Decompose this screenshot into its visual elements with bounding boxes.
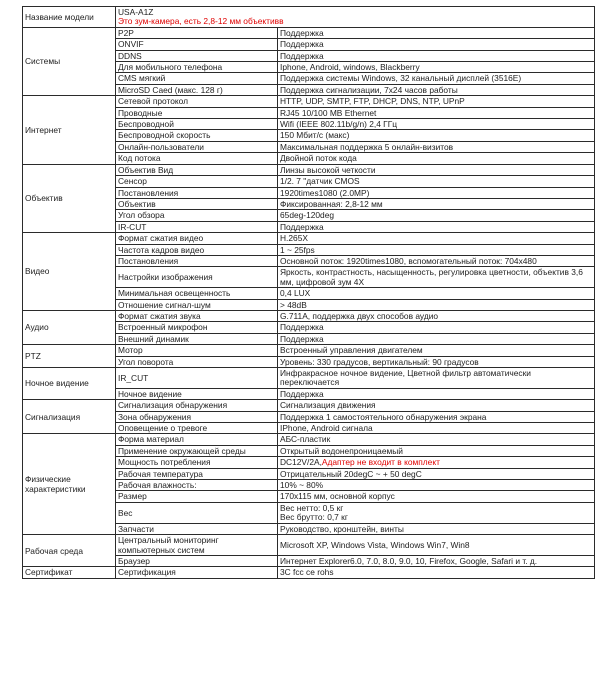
category-cell: Аудио (23, 310, 116, 344)
spec-row (23, 345, 595, 356)
param-value (278, 356, 595, 367)
param-label: IR_CUT (116, 368, 278, 389)
param-label: Применение окружающей среды (116, 445, 278, 456)
param-value-text: Поддержка 1 самостоятельного обнаружения экрана (280, 411, 487, 422)
param-value-text: 1920times1080 (2.0MP) (280, 187, 370, 198)
param-value-text: 1/2. 7 "датчик CMOS (280, 176, 360, 187)
param-value (278, 468, 595, 479)
param-label: Онлайн-пользователи (116, 141, 278, 152)
param-value (278, 96, 595, 107)
param-value (278, 299, 595, 310)
model-note: Это зум-камера, есть 2,8-12 мм объективв (118, 16, 284, 27)
spec-row (23, 96, 595, 107)
spec-row (23, 400, 595, 411)
spec-table (22, 6, 595, 579)
param-value (278, 310, 595, 321)
param-label: Формат сжатия звука (116, 310, 278, 321)
param-label: Ночное видение (116, 388, 278, 399)
category-cell: Физические характеристики (23, 434, 116, 535)
model-name: USA-A1Z (118, 7, 154, 17)
param-value-text: Поддержка (280, 27, 324, 38)
param-label: Настройки изображения (116, 267, 278, 288)
param-value (278, 333, 595, 344)
param-value-text: АБС-пластик (280, 434, 331, 445)
param-value-text: Iphone, Android, windows, Blackberry (280, 62, 420, 73)
param-label: Постановления (116, 255, 278, 266)
param-value (278, 411, 595, 422)
param-value (278, 457, 595, 468)
category-cell: Название модели (23, 7, 116, 28)
param-value-text: 150 Мбит/с (макс) (280, 130, 350, 141)
param-value-text: Поддержка системы Windows, 32 канальный дисплей (3516E) (280, 73, 522, 84)
param-value-text: Руководство, кронштейн, винты (280, 523, 404, 534)
param-label: Частота кадров видео (116, 244, 278, 255)
param-value-text: HTTP, UDP, SMTP, FTP, DHCP, DNS, NTP, UPnP (280, 96, 465, 107)
param-label: Угол обзора (116, 210, 278, 221)
param-value-text: 1 ~ 25fps (280, 244, 315, 255)
param-value-text: 3C fcc ce rohs (280, 567, 334, 578)
spec-row (23, 368, 595, 389)
param-value-text: Поддержка сигнализации, 7x24 часов работы (280, 84, 458, 95)
param-label: Сигнализация обнаружения (116, 400, 278, 411)
param-value-text: H.265X (280, 233, 308, 244)
param-value (278, 535, 595, 556)
category-cell: Сертификат (23, 567, 116, 578)
param-label: Минимальная освещенность (116, 288, 278, 299)
param-label: Код потока (116, 153, 278, 164)
param-label: Объектив Вид (116, 164, 278, 175)
param-label: Размер (116, 491, 278, 502)
param-label: ONVIF (116, 39, 278, 50)
param-label: Формат сжатия видео (116, 233, 278, 244)
param-label: Встроенный микрофон (116, 322, 278, 333)
spec-row (23, 7, 595, 28)
param-label: Постановления (116, 187, 278, 198)
param-value (278, 73, 595, 84)
param-value-text: Инфракрасное ночное видение, Цветной фильтр автоматически переключается (280, 368, 531, 388)
param-label: Рабочая влажность: (116, 480, 278, 491)
param-label: Угол поворота (116, 356, 278, 367)
param-label: Оповещение о тревоге (116, 423, 278, 434)
spec-row (23, 27, 595, 38)
param-value (278, 267, 595, 288)
param-label: Внешний динамик (116, 333, 278, 344)
param-value-text: Уровень: 330 градусов, вертикальный: 90 градусов (280, 356, 479, 367)
param-value (278, 141, 595, 152)
param-label: Беспроводной (116, 119, 278, 130)
param-value-text: 0,4 LUX (280, 288, 311, 299)
param-value-text: RJ45 10/100 MB Ethernet (280, 107, 377, 118)
param-value-text: Поддержка (280, 221, 324, 232)
param-value-text: 10% ~ 80% (280, 480, 324, 491)
param-value (278, 119, 595, 130)
param-value (278, 62, 595, 73)
spec-row (23, 233, 595, 244)
param-value (278, 50, 595, 61)
param-value (278, 27, 595, 38)
category-cell: Интернет (23, 96, 116, 164)
param-value (278, 233, 595, 244)
param-label: Отношение сигнал-шум (116, 299, 278, 310)
param-value (278, 107, 595, 118)
param-value-text: Открытый водонепроницаемый (280, 445, 403, 456)
param-value-text-2: Вес брутто: 0,7 кг (280, 512, 348, 523)
spec-row (23, 164, 595, 175)
param-value (278, 288, 595, 299)
param-value-text: Фиксированная: 2,8-12 мм (280, 198, 383, 209)
param-value-warning: Адаптер не входит в комплект (321, 457, 440, 468)
param-value-text: Яркость, контрастность, насыщенность, регулировка цветности, объектив 3,6 мм, цифровой зум 4X (280, 267, 583, 287)
param-label: IR-CUT (116, 221, 278, 232)
param-value-text: Отрицательный 20degC ~ + 50 degC (280, 468, 422, 479)
category-cell: Сигнализация (23, 400, 116, 434)
param-value (278, 567, 595, 578)
param-label: MicroSD Caed (макс. 128 г) (116, 84, 278, 95)
spec-row (23, 434, 595, 445)
param-value-text: Основной поток: 1920times1080, вспомогательный поток: 704x480 (280, 255, 537, 266)
param-label: Объектив (116, 198, 278, 209)
param-value (278, 368, 595, 389)
param-label: Браузер (116, 555, 278, 566)
param-value (278, 176, 595, 187)
param-value-text: Поддержка (280, 322, 324, 333)
param-label: Зона обнаружения (116, 411, 278, 422)
param-value (278, 445, 595, 456)
param-value (278, 39, 595, 50)
param-value-text: Wifi (IEEE 802.11b/g/n) 2,4 ГГц (280, 119, 398, 130)
param-value (278, 322, 595, 333)
param-label: CMS мягкий (116, 73, 278, 84)
param-label: Сенсор (116, 176, 278, 187)
param-value-text: Вес нетто: 0,5 кг (280, 502, 344, 513)
category-cell: Системы (23, 27, 116, 95)
param-value (278, 523, 595, 534)
category-cell: PTZ (23, 345, 116, 368)
model-value-cell (116, 7, 595, 28)
param-label: DDNS (116, 50, 278, 61)
param-label: Рабочая температура (116, 468, 278, 479)
param-value (278, 555, 595, 566)
param-value (278, 255, 595, 266)
category-cell: Объектив (23, 164, 116, 232)
param-value-text: Поддержка (280, 39, 324, 50)
param-value-text: G.711A, поддержка двух способов аудио (280, 310, 439, 321)
param-value (278, 423, 595, 434)
param-label: Мотор (116, 345, 278, 356)
spec-table-body (23, 7, 595, 579)
param-value-text: Линзы высокой четкости (280, 164, 376, 175)
param-value (278, 244, 595, 255)
param-value (278, 164, 595, 175)
param-value (278, 480, 595, 491)
param-value-text: Максимальная поддержка 5 онлайн-визитов (280, 141, 454, 152)
param-value (278, 388, 595, 399)
param-value (278, 434, 595, 445)
param-label: Беспроводной скорость (116, 130, 278, 141)
param-value-text: Поддержка (280, 50, 324, 61)
param-value-text: Поддержка (280, 388, 324, 399)
param-value-text: IPhone, Android сигнала (280, 423, 373, 434)
param-value (278, 210, 595, 221)
param-value (278, 153, 595, 164)
param-value (278, 130, 595, 141)
param-value (278, 84, 595, 95)
param-label: Проводные (116, 107, 278, 118)
param-value (278, 400, 595, 411)
param-label: Сертификация (116, 567, 278, 578)
spec-row (23, 567, 595, 578)
param-label: Мощность потребления (116, 457, 278, 468)
param-value-text: Встроенный управления двигателем (280, 345, 423, 356)
category-cell: Ночное видение (23, 368, 116, 400)
param-value (278, 502, 595, 523)
spec-row (23, 535, 595, 556)
spec-row (23, 310, 595, 321)
param-value-text: DC12V/2A, (280, 457, 322, 468)
param-value (278, 491, 595, 502)
param-value-text: Поддержка (280, 333, 324, 344)
param-value-text: 65deg-120deg (280, 210, 335, 221)
param-value (278, 221, 595, 232)
param-value-text: 170x115 мм, основной корпус (280, 491, 395, 502)
param-value-text: > 48dB (280, 299, 307, 310)
param-label: Вес (116, 502, 278, 523)
category-cell: Рабочая среда (23, 535, 116, 567)
param-label: Для мобильного телефона (116, 62, 278, 73)
param-value-text: Интернет Explorer6.0, 7.0, 8.0, 9.0, 10, Firefox, Google, Safari и т. д. (280, 555, 538, 566)
param-label: P2P (116, 27, 278, 38)
param-value-text: Microsoft XP, Windows Vista, Windows Win7, Win8 (280, 539, 470, 550)
param-value (278, 345, 595, 356)
param-label: Сетевой протокол (116, 96, 278, 107)
param-label: Запчасти (116, 523, 278, 534)
param-value-text: Сигнализация движения (280, 400, 376, 411)
param-label: Центральный мониторинг компьютерных систем (116, 535, 278, 556)
param-value-text: Двойной поток кода (280, 153, 357, 164)
param-label: Форма материал (116, 434, 278, 445)
param-value (278, 187, 595, 198)
category-cell: Видео (23, 233, 116, 311)
param-value (278, 198, 595, 209)
